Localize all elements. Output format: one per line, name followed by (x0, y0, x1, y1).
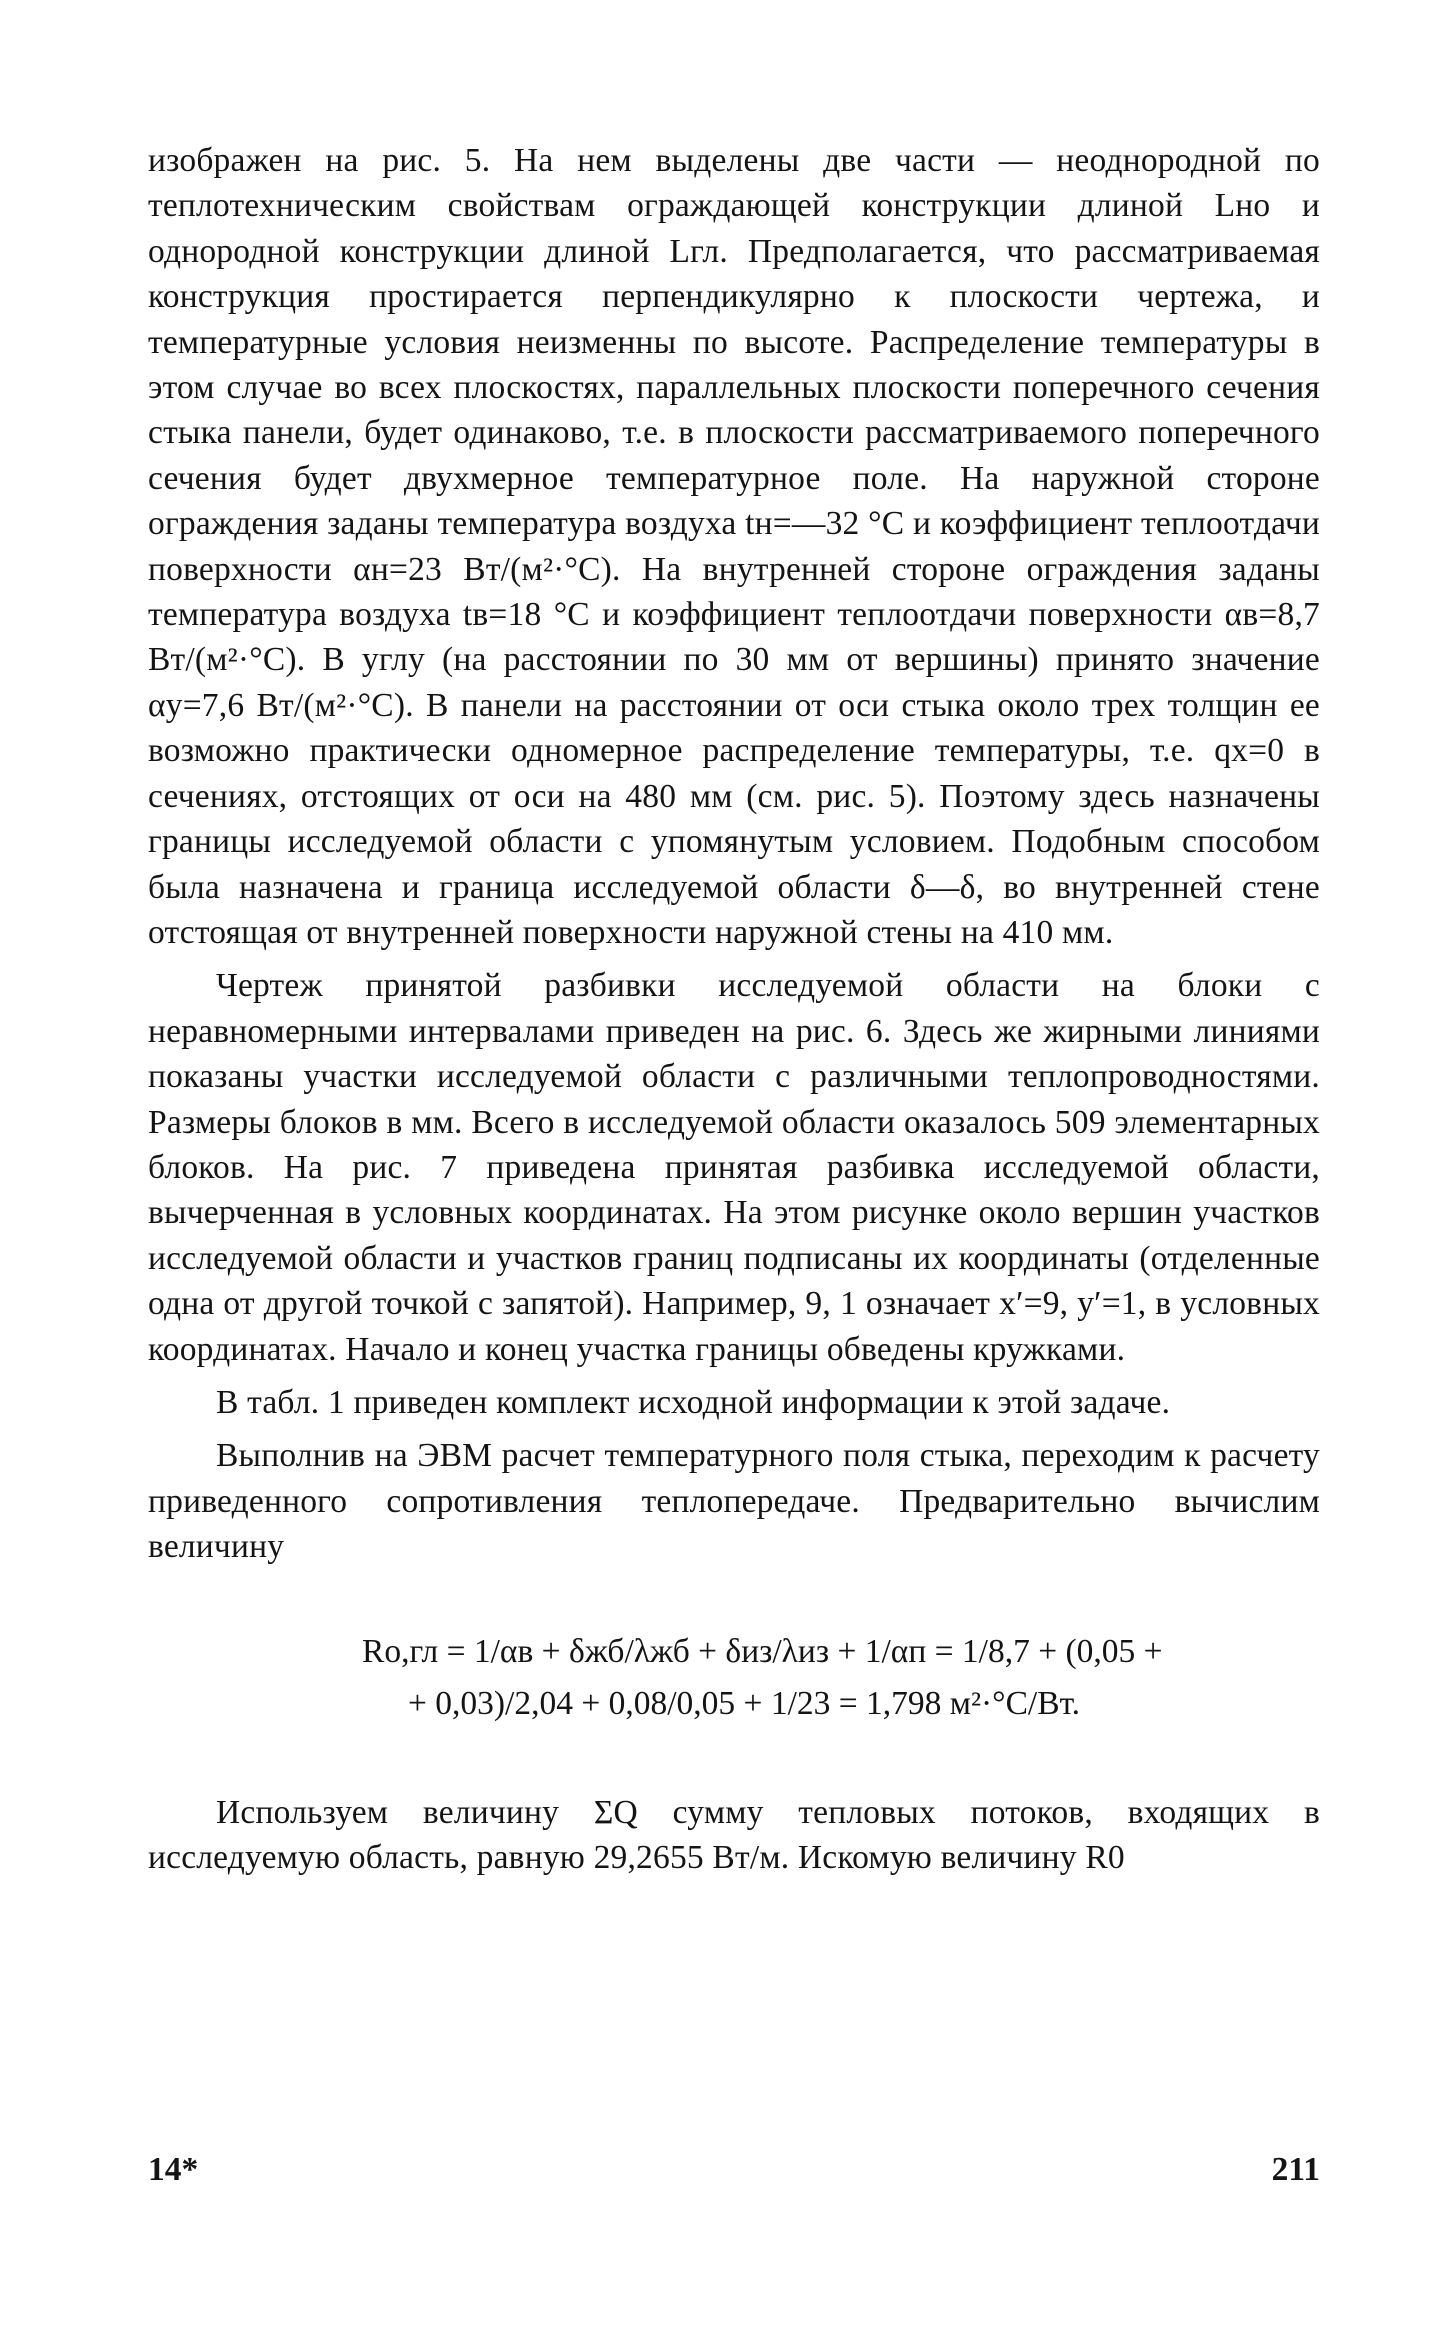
page-number: 211 (1271, 2151, 1320, 2188)
paragraph-2: Чертеж принятой разбивки исследуемой области на блоки с неравномерными интервалами приведен на рис. 6. Здесь же жирными линиями показаны участки исследуемой области с различными теплопроводностями. Размеры блоков в мм. Всего в исследуемой области оказалось 509 элементарных блоков. На рис. 7 приведена принятая разбивка исследуемой области, вычерченная в условных координатах. На этом рисунке около вершин участков исследуемой области и участков границ подписаны их координаты (отделенные одна от другой точкой с запятой). Например, 9, 1 означает x′=9, y′=1, в условных координатах. Начало и конец участка границы обведены кружками. (148, 967, 1320, 1368)
formula-block (148, 1626, 1320, 1730)
paragraph-1: изображен на рис. 5. На нем выделены две части — неоднородной по теплотехническим свойствам ограждающей конструкции длиной Lно и однородной конструкции длиной Lгл. Предполагается, что рассматриваемая конструкция простирается перпендикулярно к плоскости чертежа, и температурные условия неизменны по высоте. Распределение температуры в этом случае во всех плоскостях, параллельных плоскости поперечного сечения стыка панели, будет одинаково, т.е. в плоскости рассматриваемого поперечного сечения будет двухмерное температурное поле. На наружной стороне ограждения заданы температура воздуха tн=—32 °С и коэффициент теплоотдачи поверхности αн=23 Вт/(м²·°С). На внутренней стороне ограждения заданы температура воздуха tв=18 °С и коэффициент теплоотдачи поверхности αв=8,7 Вт/(м²·°С). В углу (на расстоянии по 30 мм от вершины) принято значение αу=7,6 Вт/(м²·°С). В панели на расстоянии от оси стыка около трех толщин ее возможно практически одномерное распределение температуры, т.е. qx=0 в сечениях, отстоящих от оси на 480 мм (см. рис. 5). Поэтому здесь назначены границы исследуемой области с упомянутым условием. Подобным способом была назначена и граница исследуемой области δ—δ, во внутренней стене отстоящая от внутренней поверхности наружной стены на 410 мм. (148, 142, 1320, 951)
formula-line-2: + 0,03)/2,04 + 0,08/0,05 + 1/23 = 1,798 м²·°С/Вт. (408, 1684, 1081, 1722)
paragraph-4: Выполнив на ЭВМ расчет температурного поля стыка, переходим к расчету приведенного сопротивления теплопередаче. Предварительно вычислим величину (148, 1437, 1320, 1566)
page-body (148, 138, 1320, 1880)
formula-line-1: Rо,гл = 1/αв + δжб/λжб + δиз/λиз + 1/αп = 1/8,7 + (0,05 + (362, 1632, 1163, 1670)
paragraph-5: Используем величину ΣQ сумму тепловых потоков, входящих в исследуемую область, равную 29,2655 Вт/м. Искомую величину R0 (148, 1793, 1320, 1876)
paragraph-3: В табл. 1 приведен комплект исходной информации к этой задаче. (216, 1383, 1171, 1421)
signature-mark: 14* (148, 2151, 199, 2188)
